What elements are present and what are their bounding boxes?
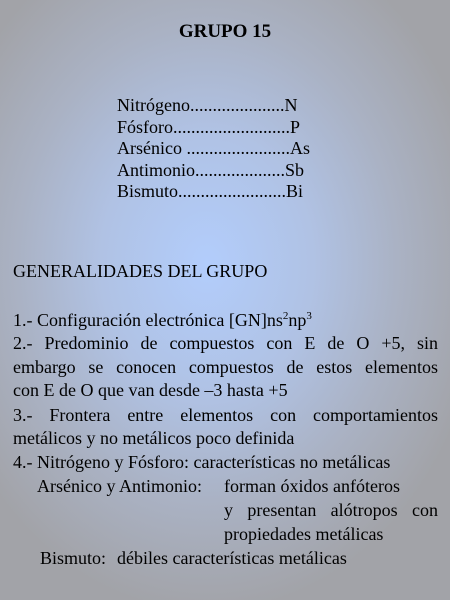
element-symbol: Bi (286, 181, 304, 201)
element-symbol: P (290, 116, 301, 137)
element-row-bismuth (117, 181, 310, 203)
element-row-antimony (117, 160, 310, 182)
point-1-text: 1.- Configuración electrónica [GN]ns (13, 310, 283, 330)
point-2-line-3: con E de O que van desde –3 hasta +5 (13, 380, 288, 400)
element-symbol: As (289, 138, 310, 158)
element-name: Arsénico (117, 138, 182, 158)
arsenic-antimony-line-1: forman óxidos anfóteros (224, 476, 400, 496)
dot-leader: ....................... (181, 138, 290, 158)
element-name: Fósforo (117, 116, 174, 137)
element-name: Antimonio (117, 159, 196, 180)
point-2-line-2: embargo se conocen compuestos de estos elementos (13, 357, 438, 377)
element-name: Bismuto (117, 181, 179, 201)
dot-leader: ..................... (189, 95, 285, 115)
dot-leader: .......................... (173, 116, 291, 137)
page-title: GRUPO 15 (178, 21, 272, 42)
point-4-line-1: 4.- Nitrógeno y Fósforo: características no metálicas (13, 452, 391, 472)
element-row-phosphorus (117, 117, 310, 139)
element-row-nitrogen (117, 95, 310, 117)
element-list (117, 95, 310, 203)
point-3-line-1: 3.- Frontera entre elementos con comportamientos (13, 405, 438, 425)
element-symbol: Sb (285, 159, 305, 180)
point-1-mid: np (288, 310, 307, 330)
arsenic-antimony-label: Arsénico y Antimonio: (37, 476, 202, 496)
bismuth-text: débiles características metálicas (117, 548, 347, 568)
point-1 (13, 310, 438, 332)
element-name: Nitrógeno (117, 95, 190, 115)
point-2-line-1: 2.- Predominio de compuestos con E de O +5, sin (13, 333, 438, 353)
dot-leader: .................... (195, 159, 286, 180)
section-heading: GENERALIDADES DEL GRUPO (13, 261, 268, 281)
superscript: 2 (282, 310, 289, 322)
arsenic-antimony-line-3: propiedades metálicas (224, 524, 384, 544)
point-3-line-2: metálicos y no metálicos poco definida (13, 428, 295, 448)
bismuth-label: Bismuto: (40, 548, 107, 568)
arsenic-antimony-line-2: y presentan alótropos con (224, 500, 438, 520)
superscript: 3 (306, 310, 312, 322)
dot-leader: ........................ (178, 181, 287, 201)
element-symbol: N (284, 95, 298, 115)
element-row-arsenic (117, 138, 310, 160)
